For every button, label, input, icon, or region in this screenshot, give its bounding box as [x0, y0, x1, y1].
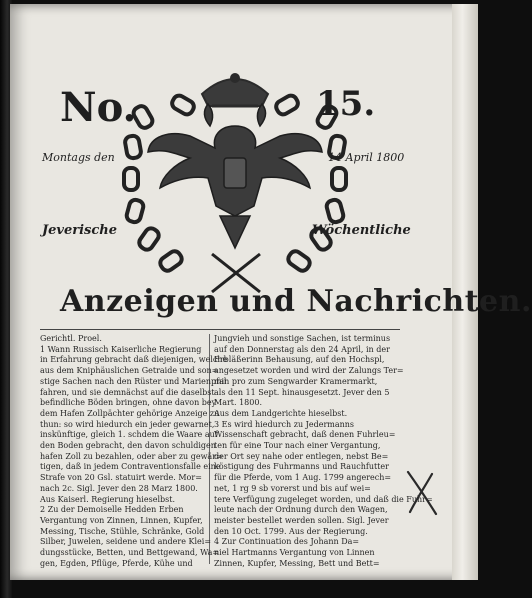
text-line: den 10 Oct. 1799. Aus der Regierung. — [214, 526, 368, 536]
right-column — [214, 334, 433, 569]
text-line: Aus dem Landgerichte hieselbst. — [214, 408, 348, 418]
text-line: als den 11 Sept. hinausgesetzt. Jever den 5 — [214, 387, 390, 397]
text-line: Wissenschaft gebracht, daß denen Fuhrleu= — [214, 430, 396, 440]
text-line: inskünftige, gleich 1. schdem die Waare auf — [40, 430, 218, 440]
text-line: angesetzet worden und wird der Zalungs Ter= — [214, 366, 404, 376]
text-line: leute nach der Ordnung durch den Wagen, — [214, 505, 388, 515]
newspaper-page — [10, 4, 532, 580]
text-line: min pro zum Sengwarder Kramermarkt, — [214, 376, 378, 386]
left-title: Jeverische — [42, 223, 117, 238]
text-line: nach 2c. Sigl. Jever den 28 Marz 1800. — [40, 483, 198, 493]
text-line: meister bestellet werden sollen. Sigl. Jever — [214, 515, 389, 525]
text-line: hafen Zoll zu bezahlen, oder aber zu gewär= — [40, 451, 223, 461]
text-line: fahren, und sie demnächst auf die daselbst — [40, 387, 215, 397]
number-label: No. — [60, 84, 137, 131]
text-line: Erbläßerinn Behausung, auf den Hochspl, — [214, 355, 385, 365]
text-line: in Erfahrung gebracht daß diejenigen, welche — [40, 355, 228, 365]
text-line: Vergantung von Zinnen, Linnen, Kupfer, — [40, 515, 203, 525]
text-line: der Ort sey nahe oder entlegen, nebst Be= — [214, 451, 389, 461]
text-line: dem Hafen Zollpächter gehörige Anzeige zu — [40, 408, 220, 418]
text-line: gen, Egden, Pflüge, Pferde, Kühe und — [40, 558, 193, 568]
text-line: Strafe von 20 Gsl. statuirt werde. Mor= — [40, 473, 202, 483]
headline-rule — [40, 329, 400, 330]
text-line: dungsstücke, Betten, und Bettgewand, Wa= — [40, 548, 220, 558]
text-line: aus dem Kniphäuslichen Getraide und son= — [40, 366, 219, 376]
text-line: tere Verfügung zugeleget worden, und daß die Fuhr= — [214, 494, 433, 504]
left-column — [40, 334, 228, 569]
text-line: 4 Zur Continuation des Johann Da= — [214, 537, 360, 547]
right-title: Wöchentliche — [312, 223, 411, 238]
text-line: Mart. 1800. — [214, 398, 262, 408]
text-line: ten für eine Tour nach einer Vergantung, — [214, 441, 381, 451]
text-line: den Boden gebracht, den davon schuldigen — [40, 441, 216, 451]
text-line: stige Sachen nach den Rüster und Marienpfal — [40, 376, 227, 386]
text-line: 1 Wann Russisch Kaiserliche Regierung — [40, 344, 202, 354]
text-line: net, 1 rg 9 sb vorerst und bis auf wei= — [214, 483, 371, 493]
text-line: tigen, daß in jedem Contraventionsfalle eine — [40, 462, 221, 472]
handwritten-x-mark — [402, 468, 442, 518]
text-line: 3 Es wird hiedurch zu Jedermanns — [214, 419, 355, 429]
text-line: niel Hartmanns Vergantung von Linnen — [214, 548, 375, 558]
text-line: befindliche Böden bringen, ohne davon bey — [40, 398, 217, 408]
issue-date: 14 April 1800 — [328, 151, 405, 164]
text-line: Messing, Tische, Stühle, Schränke, Gold — [40, 526, 205, 536]
text-line: thun: so wird hiedurch ein jeder gewarnet, — [40, 419, 215, 429]
text-line: Zinnen, Kupfer, Messing, Bett und Bett= — [214, 558, 380, 568]
text-line: 2 Zu der Demoiselle Hedden Erben — [40, 505, 184, 515]
headline: Anzeigen und Nachrichten. — [60, 284, 532, 319]
text-line: für die Pferde, vom 1 Aug. 1799 angerech= — [214, 473, 392, 483]
issue-number: 15. — [316, 84, 376, 124]
day-label: Montags den — [42, 151, 115, 164]
text-line: Jungvieh und sonstige Sachen, ist terminus — [214, 334, 391, 343]
text-line: Aus Kaiserl. Regierung hieselbst. — [40, 494, 175, 504]
text-line: Silber, Juwelen, seidene und andere Klei= — [40, 537, 212, 547]
text-line: Gerichtl. Proel. — [40, 334, 102, 343]
text-line: köstigung des Fuhrmanns und Rauchfutter — [214, 462, 389, 472]
text-line: auf den Donnerstag als den 24 April, in der — [214, 344, 390, 354]
